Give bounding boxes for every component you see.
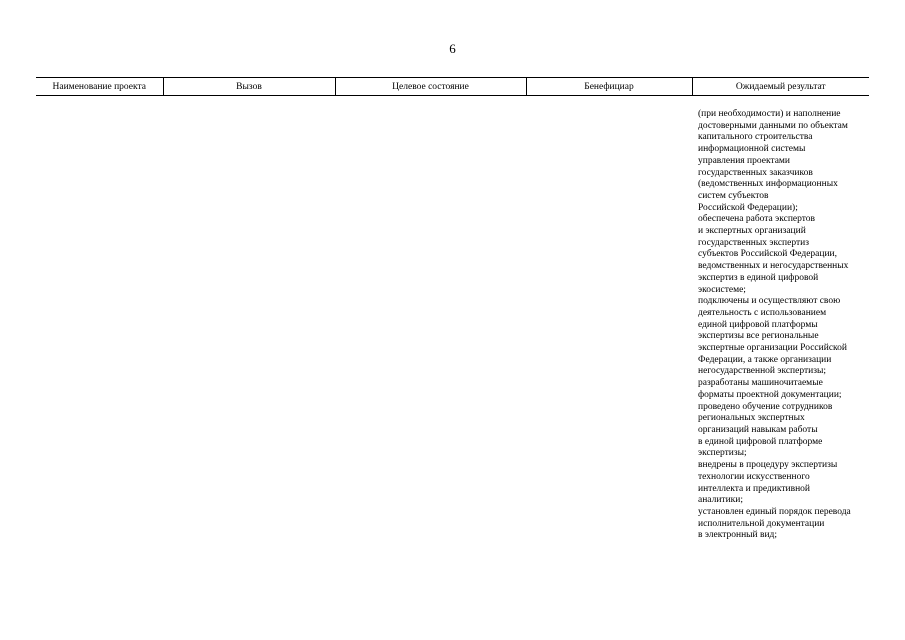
result-line: экосистеме;	[698, 284, 746, 295]
cell-beneficiary	[526, 96, 692, 543]
result-line: в электронный вид;	[698, 530, 778, 541]
cell-expected-result	[692, 96, 869, 543]
result-line: в единой цифровой платформе	[698, 436, 823, 447]
result-line: разработаны машиночитаемые	[698, 378, 823, 389]
table-row	[36, 96, 869, 543]
cell-challenge	[163, 96, 335, 543]
header-challenge: Вызов	[163, 78, 335, 96]
result-line: систем субъектов	[698, 190, 769, 201]
result-line: (при необходимости) и наполнение	[698, 109, 841, 119]
cell-target-state	[335, 96, 526, 543]
result-line: (ведомственных информационных	[698, 179, 838, 190]
result-line: аналитики;	[698, 495, 743, 506]
result-line: экспертизы;	[698, 448, 747, 459]
result-line: ведомственных и негосударственных	[698, 261, 849, 272]
result-line: форматы проектной документации;	[698, 389, 842, 400]
project-table	[36, 77, 869, 542]
table-header-row	[36, 78, 869, 96]
result-line: информационной системы	[698, 144, 806, 155]
result-line: деятельность с использованием	[698, 307, 827, 318]
result-line: интеллекта и предиктивной	[698, 483, 811, 494]
page-number: 6	[449, 41, 456, 56]
result-line: негосударственной экспертизы;	[698, 366, 826, 377]
result-line: субъектов Российской Федерации,	[698, 249, 838, 260]
result-line: единой цифровой платформы	[698, 319, 818, 330]
result-line: Российской Федерации);	[698, 202, 798, 213]
header-project-name: Наименование проекта	[36, 78, 163, 96]
result-line: обеспечена работа экспертов	[698, 214, 816, 225]
result-line: региональных экспертных	[698, 413, 805, 424]
result-line: экспертные организации Российской	[698, 343, 848, 354]
result-line: экспертизы все региональные	[698, 331, 819, 342]
result-line: управления проектами	[698, 155, 791, 166]
result-line: достоверными данными по объектам	[698, 120, 848, 131]
result-line: государственных экспертиз	[698, 237, 809, 248]
result-line: установлен единый порядок перевода	[698, 506, 851, 517]
header-expected-result: Ожидаемый результат	[692, 78, 869, 96]
result-line: и экспертных организаций	[698, 226, 806, 237]
result-line: исполнительной документации	[698, 518, 825, 529]
result-line: технологии искусственного	[698, 471, 810, 482]
result-line: подключены и осуществляют свою	[698, 296, 841, 307]
result-line: организаций навыкам работы	[698, 424, 818, 435]
result-line: внедрены в процедуру экспертизы	[698, 460, 838, 471]
cell-project-name	[36, 96, 163, 543]
result-line: экспертиз в единой цифровой	[698, 272, 819, 283]
result-line: Федерации, а также организации	[698, 354, 832, 365]
header-beneficiary: Бенефициар	[526, 78, 692, 96]
result-line: государственных заказчиков	[698, 167, 813, 178]
result-line: проведено обучение сотрудников	[698, 401, 833, 412]
header-target-state: Целевое состояние	[335, 78, 526, 96]
result-line: капитального строительства	[698, 132, 813, 143]
